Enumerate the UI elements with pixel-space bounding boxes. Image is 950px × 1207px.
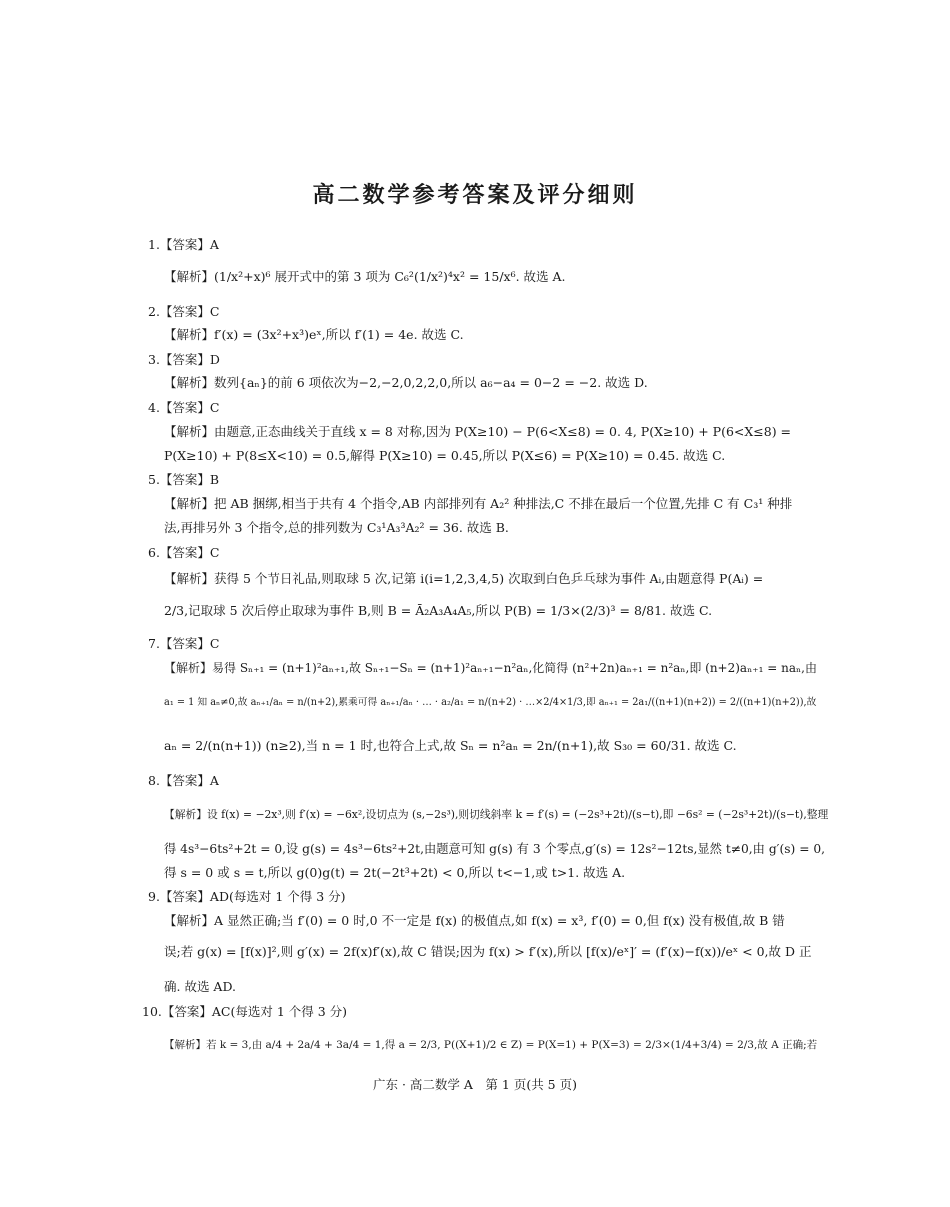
analysis-line: 【解析】设 f(x) = −2x³,则 f′(x) = −6x²,设切点为 (s,−2s³),则切线斜率 k = f′(s) = (−2s³+2t)/(s−t),即 −6s² = (−2s³+2t)/(s−t),整理 <box>164 808 829 821</box>
analysis-line: 【解析】把 AB 捆绑,相当于共有 4 个指令,AB 内部排列有 A₂² 种排法,C 不排在最后一个位置,先排 C 有 C₃¹ 种排 <box>164 496 793 511</box>
analysis-line: 【解析】数列{aₙ}的前 6 项依次为−2,−2,0,2,2,0,所以 a₆−a₄ = 0−2 = −2. 故选 D. <box>164 375 648 390</box>
analysis-line: 【解析】易得 Sₙ₊₁ = (n+1)²aₙ₊₁,故 Sₙ₊₁−Sₙ = (n+1)²aₙ₊₁−n²aₙ,化简得 (n²+2n)aₙ₊₁ = n²aₙ,即 (n+2)aₙ₊₁ = naₙ,由 <box>164 661 817 675</box>
analysis-line: a₁ = 1 知 aₙ≠0,故 aₙ₊₁/aₙ = n/(n+2),累乘可得 aₙ₊₁/aₙ · … · a₂/a₁ = n/(n+2) · …×2/4×1/3,即 aₙ₊₁ = 2a₁/((n+1)(n+2)) = 2/((n+1)(n+2)),故 <box>164 697 817 708</box>
answer-line: 5.【答案】B <box>148 472 220 487</box>
analysis-line: 【解析】A 显然正确;当 f′(0) = 0 时,0 不一定是 f(x) 的极值点,如 f(x) = x³, f′(0) = 0,但 f(x) 没有极值,故 B 错 <box>164 913 785 928</box>
analysis-line: 得 s = 0 或 s = t,所以 g(0)g(t) = 2t(−2t³+2t) < 0,所以 t<−1,或 t>1. 故选 A. <box>164 865 626 880</box>
answer-line: 6.【答案】C <box>148 545 220 560</box>
analysis-line: 得 4s³−6ts²+2t = 0,设 g(s) = 4s³−6ts²+2t,由题意可知 g(s) 有 3 个零点,g′(s) = 12s²−12ts,显然 t≠0,由 g′(s) = 0, <box>164 842 826 856</box>
answer-line: 10.【答案】AC(每选对 1 个得 3 分) <box>142 1004 348 1019</box>
answer-line: 1.【答案】A <box>148 237 219 252</box>
analysis-line: 法,再排另外 3 个指令,总的排列数为 C₃¹A₃³A₂² = 36. 故选 B. <box>164 520 509 535</box>
answer-line: 9.【答案】AD(每选对 1 个得 3 分) <box>148 889 346 904</box>
analysis-line: 误;若 g(x) = [f(x)]²,则 g′(x) = 2f(x)f′(x),故 C 错误;因为 f(x) > f′(x),所以 [f(x)/eˣ]′ = (f′(x)−f(x))/eˣ < 0,故 D 正 <box>164 944 812 959</box>
answer-line: 2.【答案】C <box>148 304 220 319</box>
page-title: 高二数学参考答案及评分细则 <box>312 182 638 208</box>
analysis-line: 【解析】(1/x²+x)⁶ 展开式中的第 3 项为 C₆²(1/x²)⁴x² = 15/x⁶. 故选 A. <box>164 269 566 284</box>
answer-line: 7.【答案】C <box>148 636 220 651</box>
answer-line: 8.【答案】A <box>148 773 219 788</box>
analysis-line: aₙ = 2/(n(n+1)) (n≥2),当 n = 1 时,也符合上式,故 Sₙ = n²aₙ = 2n/(n+1),故 S₃₀ = 60/31. 故选 C. <box>164 738 737 753</box>
analysis-line: 确. 故选 AD. <box>164 979 236 994</box>
analysis-line: P(X≥10) + P(8≤X<10) = 0.5,解得 P(X≥10) = 0.45,所以 P(X≤6) = P(X≥10) = 0.45. 故选 C. <box>164 448 726 463</box>
page-footer: 广东 · 高二数学 A 第 1 页(共 5 页) <box>373 1077 577 1092</box>
analysis-line: 【解析】由题意,正态曲线关于直线 x = 8 对称,因为 P(X≥10) − P(6<X≤8) = 0. 4, P(X≥10) + P(6<X≤8) = <box>164 424 792 439</box>
analysis-line: 【解析】f′(x) = (3x²+x³)eˣ,所以 f′(1) = 4e. 故选 C. <box>164 327 464 342</box>
analysis-line: 2/3,记取球 5 次后停止取球为事件 B,则 B = Ā₂A₃A₄A₅,所以 P(B) = 1/3×(2/3)³ = 8/81. 故选 C. <box>164 603 713 618</box>
answer-line: 3.【答案】D <box>148 352 220 367</box>
analysis-line: 【解析】若 k = 3,由 a/4 + 2a/4 + 3a/4 = 1,得 a = 2/3, P((X+1)/2 ∈ Z) = P(X=1) + P(X=3) = 2/3×(1/4+3/4) = 2/3,故 A 正确;若 <box>164 1039 818 1051</box>
answer-line: 4.【答案】C <box>148 400 220 415</box>
analysis-line: 【解析】获得 5 个节日礼品,则取球 5 次,记第 i(i=1,2,3,4,5) 次取到白色乒乓球为事件 Aᵢ,由题意得 P(Aᵢ) = <box>164 571 764 586</box>
